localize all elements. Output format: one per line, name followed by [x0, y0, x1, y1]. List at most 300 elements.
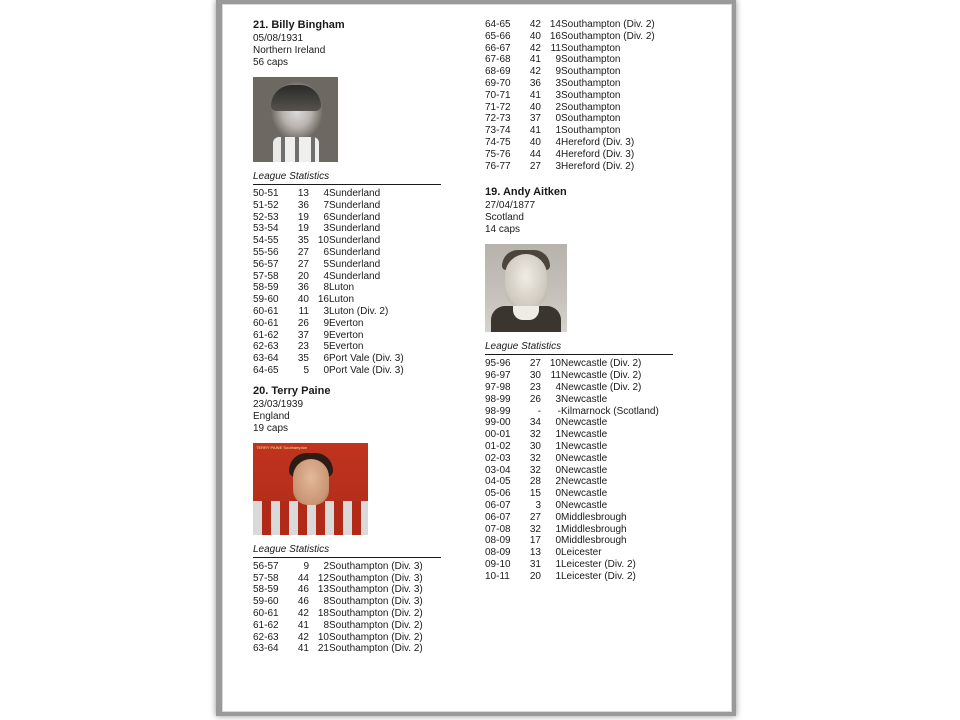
- table-row: [485, 113, 655, 125]
- cell-season: 64-65: [253, 364, 279, 376]
- cell-club: Newcastle: [561, 464, 608, 476]
- table-row: [253, 573, 423, 585]
- table-row: [253, 294, 404, 306]
- cell-season: 51-52: [253, 199, 279, 211]
- cell-club: Southampton: [561, 42, 621, 54]
- cell-club: Sunderland: [329, 199, 381, 211]
- cell-club: Leicester: [561, 547, 602, 559]
- table-row: [253, 620, 423, 632]
- cell-season: 64-65: [485, 19, 511, 30]
- player-dob: 23/03/1939: [253, 398, 304, 410]
- cell-apps: 27: [297, 246, 309, 258]
- cell-club: Southampton (Div. 3): [329, 572, 423, 584]
- cell-goals: 6: [323, 211, 329, 223]
- cell-goals: 14: [549, 19, 561, 30]
- cell-apps: 17: [529, 535, 541, 547]
- table-row: [485, 161, 655, 173]
- stats-table-billy-bingham: [253, 188, 404, 377]
- page-columns: [223, 5, 731, 711]
- cell-season: 95-96: [485, 358, 511, 370]
- table-row: [485, 465, 659, 477]
- cell-goals: 0: [555, 488, 561, 500]
- player-dob: 27/04/1877: [485, 200, 536, 212]
- table-row: [485, 429, 659, 441]
- stats-table-terry-paine-continued: [485, 19, 655, 172]
- cell-club: Sunderland: [329, 270, 381, 282]
- cell-goals: 4: [555, 148, 561, 160]
- cell-goals: 0: [555, 113, 561, 125]
- cell-apps: 32: [529, 464, 541, 476]
- player-country: Northern Ireland: [253, 45, 326, 56]
- player-caps: 19 caps: [253, 422, 289, 434]
- cell-season: 61-62: [253, 329, 279, 341]
- cell-season: 69-70: [485, 77, 511, 89]
- cell-apps: 27: [297, 258, 309, 270]
- cell-apps: 32: [529, 452, 541, 464]
- cell-club: Southampton: [561, 77, 621, 89]
- cell-season: 56-57: [253, 560, 279, 572]
- player-photo-billy-bingham: [253, 77, 338, 162]
- table-row: [253, 306, 404, 318]
- cell-goals: 4: [555, 136, 561, 148]
- cell-season: 52-53: [253, 211, 279, 223]
- cell-club: Leicester (Div. 2): [561, 558, 636, 570]
- table-row: [485, 370, 659, 382]
- cell-apps: 9: [303, 560, 309, 572]
- cell-season: 74-75: [485, 136, 511, 148]
- cell-apps: 35: [297, 353, 309, 365]
- table-row: [485, 441, 659, 453]
- cell-goals: 6: [323, 353, 329, 365]
- cell-apps: 40: [297, 294, 309, 306]
- player-caps: 56 caps: [253, 57, 289, 68]
- cell-apps: 42: [297, 631, 309, 643]
- cell-goals: 8: [323, 596, 329, 608]
- cell-apps: 41: [529, 54, 541, 66]
- cell-season: 10-11: [485, 570, 510, 582]
- cell-season: 63-64: [253, 643, 279, 655]
- cell-season: 05-06: [485, 488, 511, 500]
- cell-season: 73-74: [485, 125, 511, 137]
- player-name: 20. Terry Paine: [253, 384, 331, 397]
- table-row: [485, 559, 659, 571]
- cell-club: Everton: [329, 317, 364, 329]
- cell-season: 59-60: [253, 294, 279, 306]
- cell-club: Middlesbrough: [561, 535, 627, 547]
- cell-season: 50-51: [253, 188, 279, 199]
- cell-goals: 9: [323, 317, 329, 329]
- table-row: [485, 19, 655, 31]
- player-photo-andy-aitken: [485, 244, 567, 332]
- cell-club: Hereford (Div. 3): [561, 148, 635, 160]
- cell-apps: 20: [297, 270, 309, 282]
- cell-club: Luton (Div. 2): [329, 305, 389, 317]
- cell-club: Luton: [329, 282, 355, 294]
- cell-club: Sunderland: [329, 223, 381, 235]
- cell-apps: 20: [529, 570, 541, 582]
- cell-club: Newcastle (Div. 2): [561, 370, 642, 382]
- cell-apps: 15: [529, 488, 541, 500]
- cell-club: Southampton (Div. 2): [561, 30, 655, 42]
- cell-apps: 5: [303, 364, 309, 376]
- cell-season: 72-73: [485, 113, 511, 125]
- section-spacer: [485, 172, 715, 186]
- table-row: [253, 223, 404, 235]
- cell-season: 98-99: [485, 405, 511, 417]
- cell-apps: 26: [297, 317, 309, 329]
- cell-goals: 3: [323, 223, 329, 235]
- player-name: 19. Andy Aitken: [485, 186, 567, 199]
- cell-season: 03-04: [485, 464, 511, 476]
- cell-club: Southampton (Div. 2): [329, 619, 423, 631]
- cell-club: Newcastle: [561, 440, 608, 452]
- cell-goals: 0: [555, 452, 561, 464]
- cell-season: 66-67: [485, 42, 511, 54]
- player-country: Scotland: [485, 212, 524, 224]
- stats-heading: League Statistics: [253, 170, 441, 185]
- cell-club: Newcastle (Div. 2): [561, 381, 642, 393]
- cell-goals: 6: [323, 246, 329, 258]
- cell-club: Hereford (Div. 3): [561, 136, 635, 148]
- cell-apps: 36: [529, 77, 541, 89]
- cell-season: 06-07: [485, 511, 511, 523]
- document-page: [222, 4, 732, 712]
- cell-goals: 0: [555, 464, 561, 476]
- cell-club: Kilmarnock (Scotland): [561, 405, 659, 417]
- cell-club: Southampton: [561, 125, 621, 137]
- table-row: [485, 512, 659, 524]
- table-row: [485, 102, 655, 114]
- cell-club: Newcastle: [561, 476, 608, 488]
- cell-goals: 11: [550, 42, 561, 54]
- cell-goals: 3: [555, 393, 561, 405]
- cell-apps: 11: [298, 305, 309, 317]
- cell-apps: 30: [529, 370, 541, 382]
- cell-goals: 3: [555, 160, 561, 172]
- table-row: [485, 453, 659, 465]
- cell-season: 56-57: [253, 258, 279, 270]
- cell-season: 60-61: [253, 305, 279, 317]
- table-row: [485, 78, 655, 90]
- cell-apps: 3: [535, 499, 541, 511]
- table-row: [253, 235, 404, 247]
- table-row: [253, 596, 423, 608]
- cell-season: 09-10: [485, 558, 511, 570]
- cell-goals: 2: [323, 560, 329, 572]
- table-row: [485, 488, 659, 500]
- cell-club: Newcastle: [561, 393, 608, 405]
- table-row: [485, 571, 659, 583]
- cell-club: Southampton (Div. 3): [329, 560, 423, 572]
- cell-season: 98-99: [485, 393, 511, 405]
- cell-apps: 23: [529, 381, 541, 393]
- cell-goals: 11: [550, 370, 561, 382]
- cell-club: Sunderland: [329, 258, 381, 270]
- cell-goals: 5: [323, 258, 329, 270]
- cell-season: 65-66: [485, 30, 511, 42]
- table-row: [485, 476, 659, 488]
- cell-club: Southampton (Div. 2): [329, 631, 423, 643]
- cell-club: Luton: [329, 294, 355, 306]
- cell-season: 68-69: [485, 66, 511, 78]
- table-row: [253, 247, 404, 259]
- cell-club: Newcastle: [561, 429, 608, 441]
- cell-club: Middlesbrough: [561, 523, 627, 535]
- table-row: [485, 66, 655, 78]
- cell-apps: 13: [529, 547, 541, 559]
- cell-goals: 10: [317, 631, 329, 643]
- cell-goals: 13: [317, 584, 329, 596]
- cell-apps: 44: [529, 148, 541, 160]
- cell-apps: 27: [529, 511, 541, 523]
- cell-club: Newcastle (Div. 2): [561, 358, 642, 370]
- table-row: [485, 54, 655, 66]
- cell-season: 60-61: [253, 317, 279, 329]
- table-row: [485, 125, 655, 137]
- player-dob: 05/08/1931: [253, 33, 304, 44]
- table-row: [253, 365, 404, 377]
- cell-club: Leicester (Div. 2): [561, 570, 636, 582]
- cell-season: 57-58: [253, 270, 279, 282]
- cell-season: 08-09: [485, 547, 511, 559]
- cell-club: Southampton (Div. 2): [329, 607, 423, 619]
- table-row: [485, 149, 655, 161]
- table-row: [253, 632, 423, 644]
- cell-season: 61-62: [253, 619, 279, 631]
- cell-apps: 42: [297, 607, 309, 619]
- cell-apps: 46: [297, 596, 309, 608]
- player-entry-terry-paine: [253, 385, 468, 655]
- cell-club: Southampton (Div. 3): [329, 596, 423, 608]
- cell-apps: 35: [297, 235, 309, 247]
- cell-apps: 32: [529, 429, 541, 441]
- cell-goals: 9: [323, 329, 329, 341]
- cell-apps: -: [537, 405, 541, 417]
- stats-table-terry-paine: [253, 561, 423, 655]
- cell-apps: 27: [529, 358, 541, 370]
- player-photo-terry-paine: [253, 443, 368, 535]
- cell-season: 62-63: [253, 341, 279, 353]
- cell-goals: 3: [555, 77, 561, 89]
- cell-club: Everton: [329, 341, 364, 353]
- cell-apps: 27: [529, 160, 541, 172]
- cell-goals: 18: [317, 607, 329, 619]
- cell-goals: 0: [555, 417, 561, 429]
- cell-season: 06-07: [485, 499, 511, 511]
- cell-goals: 2: [555, 476, 561, 488]
- cell-apps: 46: [297, 584, 309, 596]
- cell-season: 58-59: [253, 282, 279, 294]
- cell-apps: 36: [297, 199, 309, 211]
- player-caps: 14 caps: [485, 224, 521, 236]
- cell-season: 55-56: [253, 246, 279, 258]
- table-row: [253, 584, 423, 596]
- cell-club: Southampton: [561, 66, 621, 78]
- cell-season: 01-02: [485, 440, 511, 452]
- cell-season: 58-59: [253, 584, 279, 596]
- cell-season: 07-08: [485, 523, 511, 535]
- cell-club: Port Vale (Div. 3): [329, 364, 404, 376]
- table-row: [485, 382, 659, 394]
- cell-season: 62-63: [253, 631, 279, 643]
- table-row: [485, 358, 659, 370]
- cell-apps: 37: [297, 329, 309, 341]
- cell-club: Sunderland: [329, 235, 381, 247]
- table-row: [253, 318, 404, 330]
- player-entry-billy-bingham: [253, 19, 468, 377]
- cell-club: Sunderland: [329, 246, 381, 258]
- cell-season: 99-00: [485, 417, 511, 429]
- cell-goals: 9: [555, 66, 561, 78]
- table-row: [485, 406, 659, 418]
- cell-goals: 8: [323, 619, 329, 631]
- cell-apps: 41: [297, 643, 309, 655]
- cell-season: 67-68: [485, 54, 511, 66]
- cell-club: Hereford (Div. 2): [561, 160, 635, 172]
- cell-apps: 19: [297, 211, 309, 223]
- cell-club: Newcastle: [561, 499, 608, 511]
- cell-season: 54-55: [253, 235, 279, 247]
- cell-apps: 37: [529, 113, 541, 125]
- cell-season: 96-97: [485, 370, 511, 382]
- table-row: [253, 271, 404, 283]
- cell-apps: 30: [529, 440, 541, 452]
- cell-season: 76-77: [485, 160, 511, 172]
- cell-season: 60-61: [253, 607, 279, 619]
- photo-shirt-stripes: [253, 501, 368, 535]
- cell-goals: 10: [317, 235, 329, 247]
- cell-club: Everton: [329, 329, 364, 341]
- cell-season: 63-64: [253, 353, 279, 365]
- left-column: [253, 19, 468, 655]
- cell-season: 70-71: [485, 89, 511, 101]
- player-country: England: [253, 410, 290, 422]
- cell-apps: 28: [529, 476, 541, 488]
- cell-club: Sunderland: [329, 211, 381, 223]
- cell-goals: 12: [317, 572, 329, 584]
- table-row: [253, 188, 404, 200]
- table-row: [253, 643, 423, 655]
- cell-apps: 26: [529, 393, 541, 405]
- cell-club: Southampton: [561, 89, 621, 101]
- cell-goals: 1: [555, 440, 561, 452]
- cell-season: 04-05: [485, 476, 511, 488]
- cell-goals: 0: [555, 511, 561, 523]
- cell-apps: 44: [297, 572, 309, 584]
- table-row: [253, 282, 404, 294]
- cell-goals: 7: [323, 199, 329, 211]
- table-row: [253, 561, 423, 573]
- cell-goals: 2: [555, 101, 561, 113]
- cell-club: Southampton (Div. 2): [561, 19, 655, 30]
- cell-club: Southampton: [561, 113, 621, 125]
- cell-goals: 4: [323, 270, 329, 282]
- table-row: [485, 394, 659, 406]
- table-row: [253, 330, 404, 342]
- cell-apps: 41: [529, 89, 541, 101]
- cell-club: Newcastle: [561, 452, 608, 464]
- cell-goals: 3: [555, 89, 561, 101]
- cell-apps: 40: [529, 101, 541, 113]
- cell-goals: 21: [317, 643, 329, 655]
- cell-goals: 0: [555, 535, 561, 547]
- cell-goals: 16: [549, 30, 561, 42]
- cell-club: Southampton: [561, 101, 621, 113]
- cell-club: Port Vale (Div. 3): [329, 353, 404, 365]
- cell-club: Newcastle: [561, 488, 608, 500]
- cell-goals: 16: [317, 294, 329, 306]
- cell-goals: 1: [555, 429, 561, 441]
- cell-goals: 10: [549, 358, 561, 370]
- cell-apps: 40: [529, 136, 541, 148]
- table-row: [485, 417, 659, 429]
- table-row: [485, 524, 659, 536]
- cell-goals: 5: [323, 341, 329, 353]
- right-column: [485, 19, 715, 583]
- stats-continuation-terry-paine: [485, 19, 715, 172]
- section-spacer: [253, 377, 468, 385]
- table-row: [485, 547, 659, 559]
- cell-apps: 36: [297, 282, 309, 294]
- stats-heading: League Statistics: [485, 340, 673, 355]
- stats-table-andy-aitken: [485, 358, 659, 582]
- player-name: 21. Billy Bingham: [253, 19, 345, 31]
- cell-apps: 19: [297, 223, 309, 235]
- cell-goals: 1: [555, 570, 561, 582]
- cell-goals: 4: [555, 381, 561, 393]
- cell-season: 97-98: [485, 381, 511, 393]
- table-row: [485, 90, 655, 102]
- table-row: [253, 200, 404, 212]
- table-row: [485, 500, 659, 512]
- cell-goals: 8: [323, 282, 329, 294]
- cell-goals: 1: [555, 523, 561, 535]
- cell-apps: 42: [529, 66, 541, 78]
- photo-head: [293, 459, 329, 505]
- cell-season: 71-72: [485, 101, 511, 113]
- cell-goals: -: [557, 405, 561, 417]
- cell-apps: 13: [297, 188, 309, 199]
- cell-season: 00-01: [485, 429, 511, 441]
- cell-club: Southampton: [561, 54, 621, 66]
- photo-caption: TERRY PAINE Southampton: [256, 444, 308, 450]
- cell-club: Southampton (Div. 2): [329, 643, 423, 655]
- cell-goals: 0: [555, 547, 561, 559]
- photo-head: [505, 254, 547, 308]
- cell-club: Middlesbrough: [561, 511, 627, 523]
- cell-goals: 4: [323, 188, 329, 199]
- cell-apps: 42: [529, 19, 541, 30]
- cell-season: 57-58: [253, 572, 279, 584]
- table-row: [485, 43, 655, 55]
- cell-club: Newcastle: [561, 417, 608, 429]
- cell-season: 02-03: [485, 452, 511, 464]
- cell-apps: 41: [297, 619, 309, 631]
- table-row: [253, 259, 404, 271]
- cell-season: 59-60: [253, 596, 279, 608]
- cell-apps: 31: [529, 558, 541, 570]
- table-row: [253, 341, 404, 353]
- table-row: [485, 31, 655, 43]
- cell-apps: 34: [529, 417, 541, 429]
- cell-goals: 1: [555, 558, 561, 570]
- cell-goals: 9: [555, 54, 561, 66]
- cell-goals: 1: [555, 125, 561, 137]
- cell-season: 75-76: [485, 148, 511, 160]
- cell-goals: 0: [555, 499, 561, 511]
- cell-goals: 3: [323, 305, 329, 317]
- table-row: [485, 535, 659, 547]
